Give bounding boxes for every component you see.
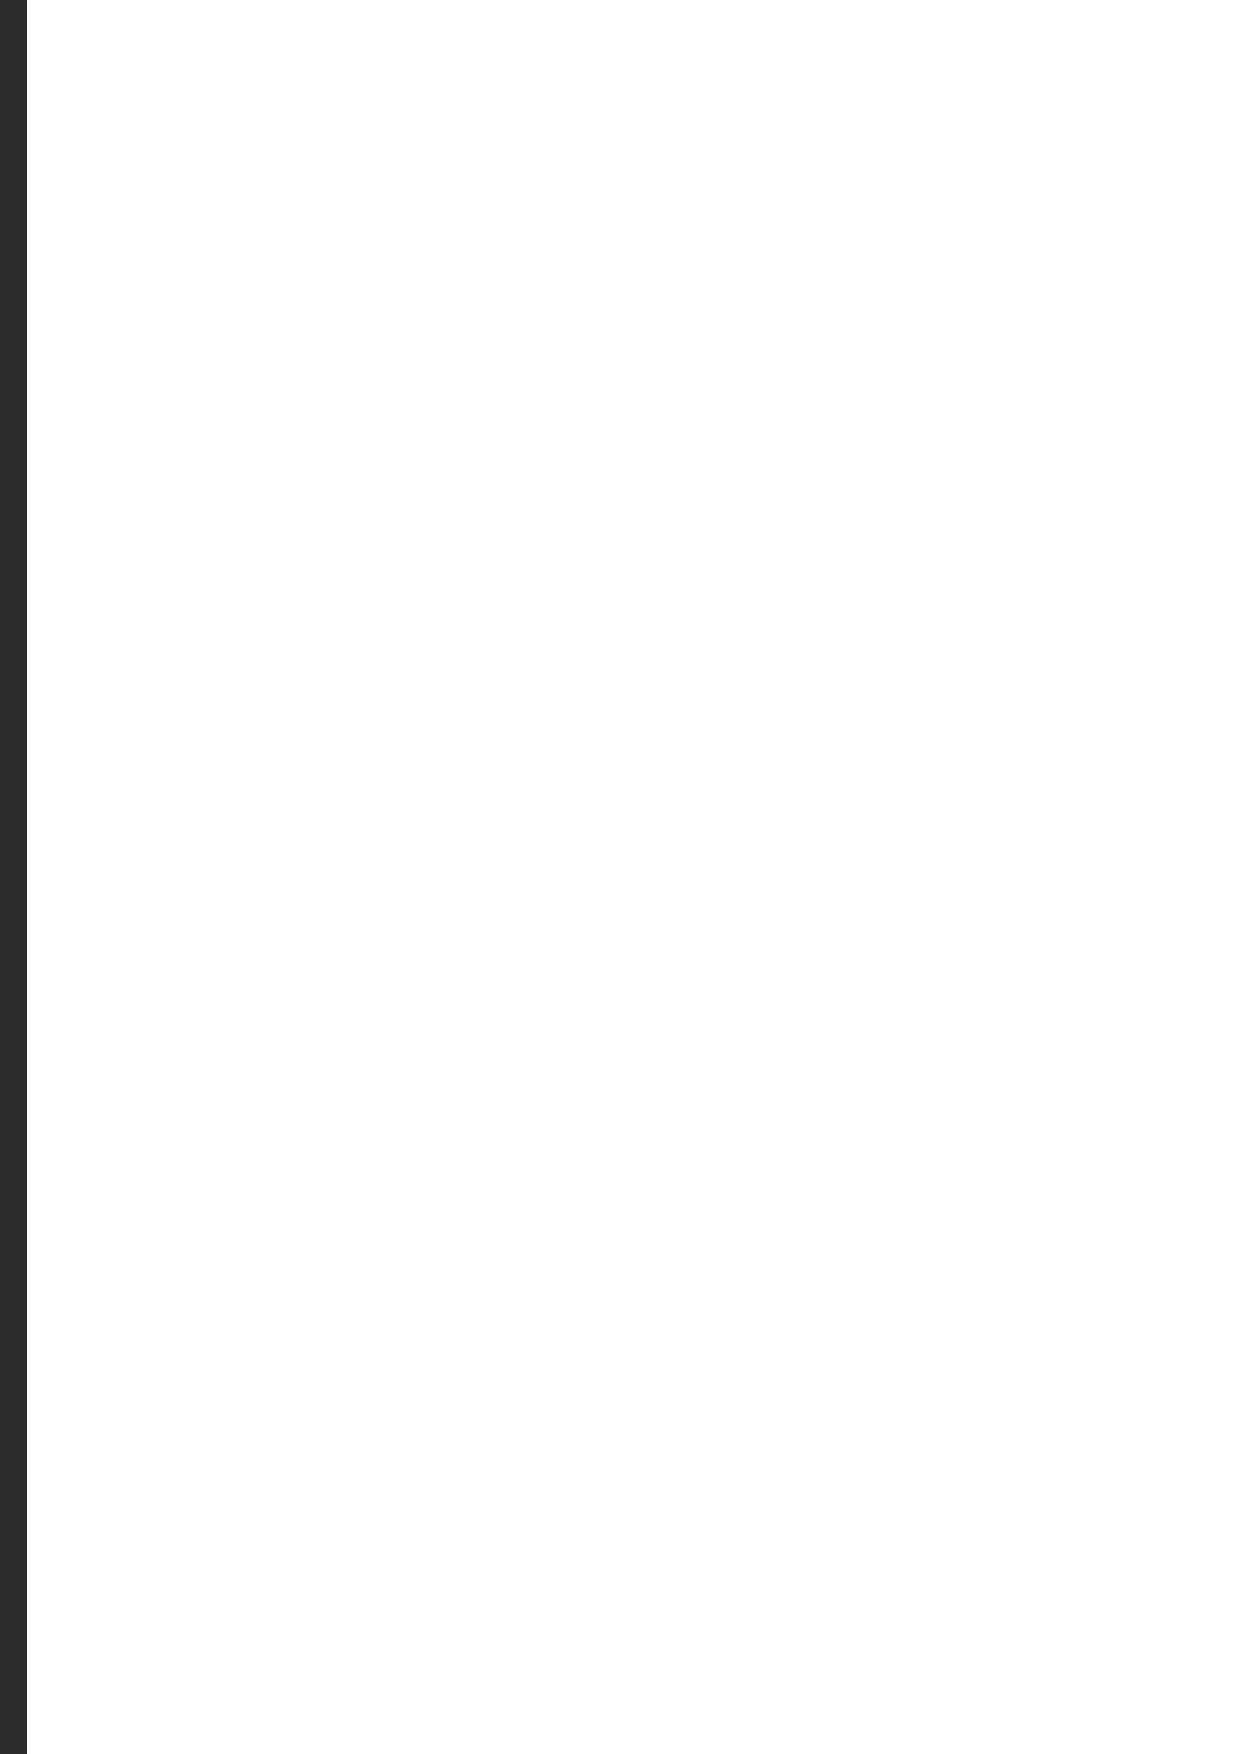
toc-grid	[59, 129, 1169, 1705]
sidebar-stripe	[0, 0, 27, 1754]
